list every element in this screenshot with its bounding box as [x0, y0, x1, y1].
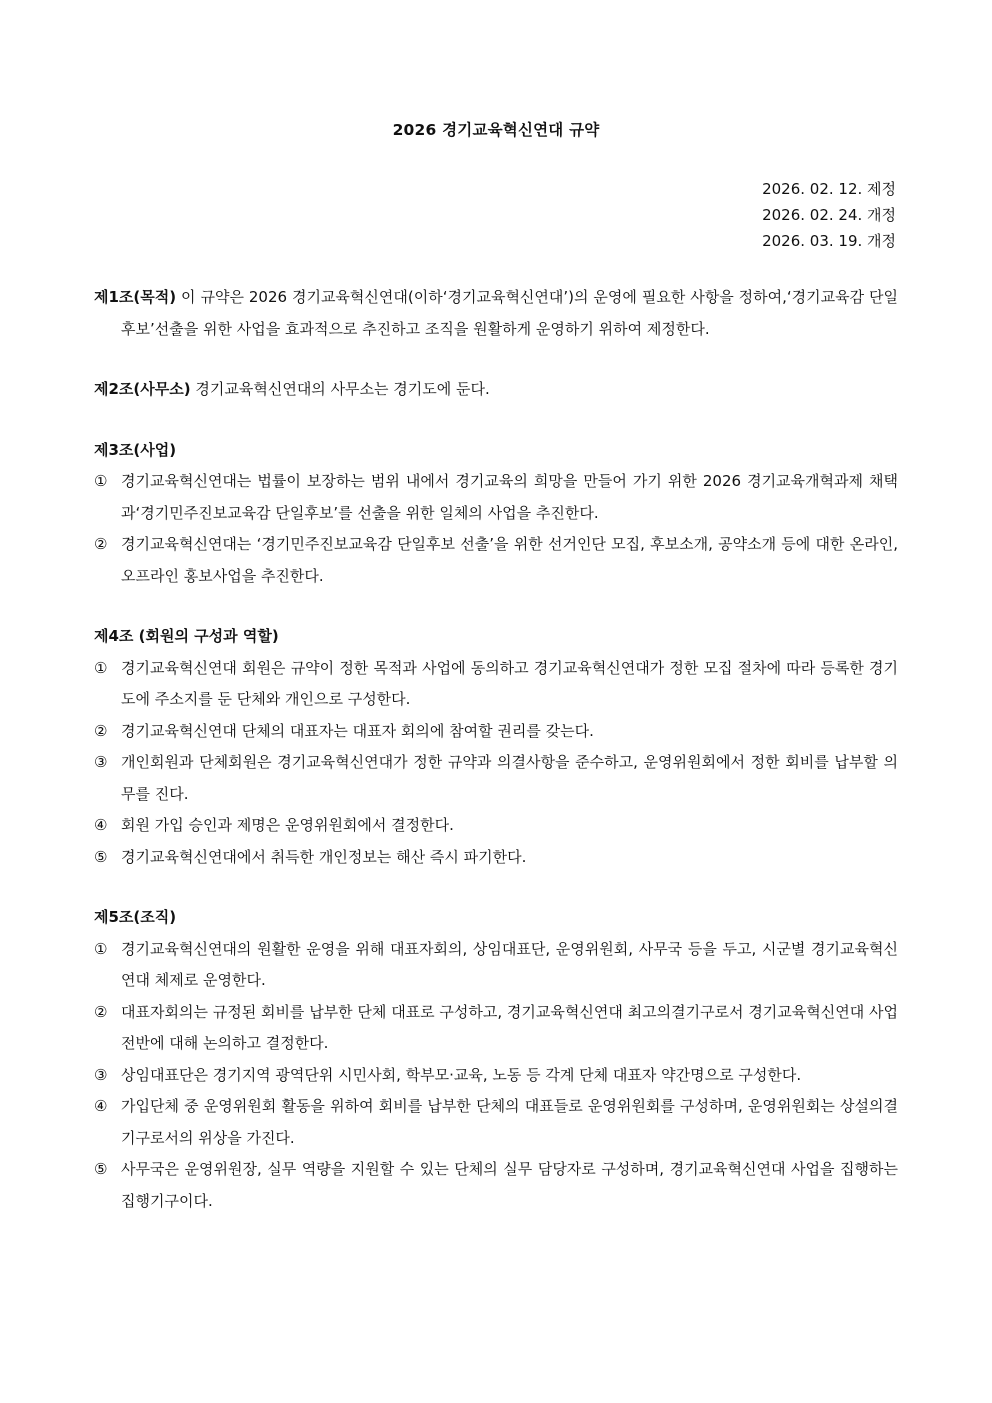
- article-4-item-1: [94, 653, 898, 716]
- item-number: ②: [94, 535, 108, 553]
- item-number: ③: [94, 753, 108, 771]
- article-2: [94, 374, 898, 406]
- item-text: 경기교육혁신연대 단체의 대표자는 대표자 회의에 참여할 권리를 갖는다.: [121, 721, 594, 740]
- article-5-heading: 제5조(조직): [94, 908, 177, 926]
- item-number: ①: [94, 472, 108, 490]
- item-text: 개인회원과 단체회원은 경기교육혁신연대가 정한 규약과 의결사항을 준수하고, 운영위원회에서 정한 회비를 납부할 의무를 진다.: [121, 753, 898, 803]
- article-4-item-4: [94, 810, 898, 842]
- article-5-item-5: [94, 1154, 898, 1217]
- item-text: 경기교육혁신연대는 법률이 보장하는 범위 내에서 경기교육의 희망을 만들어 가기 위한 2026 경기교육개혁과제 채택과‘경기민주진보교육감 단일후보’를 선출을 위한 일체의 사업을 추진한다.: [121, 472, 898, 522]
- article-3-items: [94, 466, 898, 592]
- revision-dates: [762, 176, 896, 254]
- item-number: ③: [94, 1065, 108, 1084]
- item-number: ⑤: [94, 1160, 108, 1178]
- article-5-item-1: [94, 934, 898, 997]
- item-number: ①: [94, 658, 108, 677]
- item-number: ①: [94, 939, 108, 958]
- article-2-heading: 제2조(사무소): [94, 380, 191, 398]
- item-number: ④: [94, 816, 108, 834]
- item-number: ②: [94, 721, 108, 740]
- article-5: [94, 902, 898, 1217]
- articles: [94, 282, 898, 1217]
- item-number: ⑤: [94, 847, 108, 866]
- article-5-item-3: [94, 1060, 898, 1092]
- article-3-item-2: [94, 529, 898, 592]
- item-text: 회원 가입 승인과 제명은 운영위원회에서 결정한다.: [121, 816, 454, 834]
- document-title: 2026 경기교육혁신연대 규약: [392, 121, 600, 139]
- item-text: 대표자회의는 규정된 회비를 납부한 단체 대표로 구성하고, 경기교육혁신연대 최고의결기구로서 경기교육혁신연대 사업 전반에 대해 논의하고 결정한다.: [121, 1002, 898, 1052]
- item-text: 경기교육혁신연대는 ‘경기민주진보교육감 단일후보 선출’을 위한 선거인단 모집, 후보소개, 공약소개 등에 대한 온라인, 오프라인 홍보사업을 추진한다.: [121, 535, 898, 585]
- item-text: 상임대표단은 경기지역 광역단위 시민사회, 학부모·교육, 노동 등 각계 단체 대표자 약간명으로 구성한다.: [121, 1065, 802, 1084]
- item-text: 경기교육혁신연대의 원활한 운영을 위해 대표자회의, 상임대표단, 운영위원회, 사무국 등을 두고, 시군별 경기교육혁신연대 체제로 운영한다.: [121, 939, 898, 989]
- item-text: 경기교육혁신연대 회원은 규약이 정한 목적과 사업에 동의하고 경기교육혁신연대가 정한 모집 절차에 따라 등록한 경기도에 주소지를 둔 단체와 개인으로 구성한다.: [121, 658, 898, 708]
- article-4-item-2: [94, 716, 898, 748]
- article-4: [94, 621, 898, 873]
- revision-date-amended-2: 2026. 03. 19. 개정: [762, 232, 896, 250]
- article-1-paragraph: [94, 282, 898, 345]
- item-text: 사무국은 운영위원장, 실무 역량을 지원할 수 있는 단체의 실무 담당자로 구성하며, 경기교육혁신연대 사업을 집행하는 집행기구이다.: [121, 1160, 898, 1210]
- article-5-items: [94, 934, 898, 1218]
- revision-date-amended-1: 2026. 02. 24. 개정: [762, 206, 896, 224]
- article-4-items: [94, 653, 898, 874]
- article-5-item-4: [94, 1091, 898, 1154]
- article-4-heading: 제4조 (회원의 구성과 역할): [94, 627, 279, 645]
- article-3-item-1: [94, 466, 898, 529]
- revision-date-enacted: 2026. 02. 12. 제정: [762, 180, 896, 198]
- article-4-item-5: [94, 842, 898, 874]
- article-1-heading: 제1조(목적): [94, 288, 177, 306]
- item-text: 경기교육혁신연대에서 취득한 개인정보는 해산 즉시 파기한다.: [121, 847, 527, 866]
- article-3-heading: 제3조(사업): [94, 440, 177, 459]
- item-text: 가입단체 중 운영위원회 활동을 위하여 회비를 납부한 단체의 대표들로 운영위원회를 구성하며, 운영위원회는 상설의결기구로서의 위상을 가진다.: [121, 1097, 898, 1147]
- article-2-text: 경기교육혁신연대의 사무소는 경기도에 둔다.: [195, 380, 490, 398]
- article-4-item-3: [94, 747, 898, 810]
- article-5-item-2: [94, 997, 898, 1060]
- item-number: ④: [94, 1097, 108, 1115]
- article-3: [94, 435, 898, 593]
- article-1: [94, 282, 898, 345]
- item-number: ②: [94, 1002, 108, 1021]
- article-1-text: 이 규약은 2026 경기교육혁신연대(이하‘경기교육혁신연대’)의 운영에 필요한 사항을 정하여,‘경기교육감 단일후보’선출을 위한 사업을 효과적으로 추진하고 조직을 원활하게 운영하기 위하여 제정한다.: [121, 288, 898, 338]
- article-2-paragraph: [94, 374, 898, 406]
